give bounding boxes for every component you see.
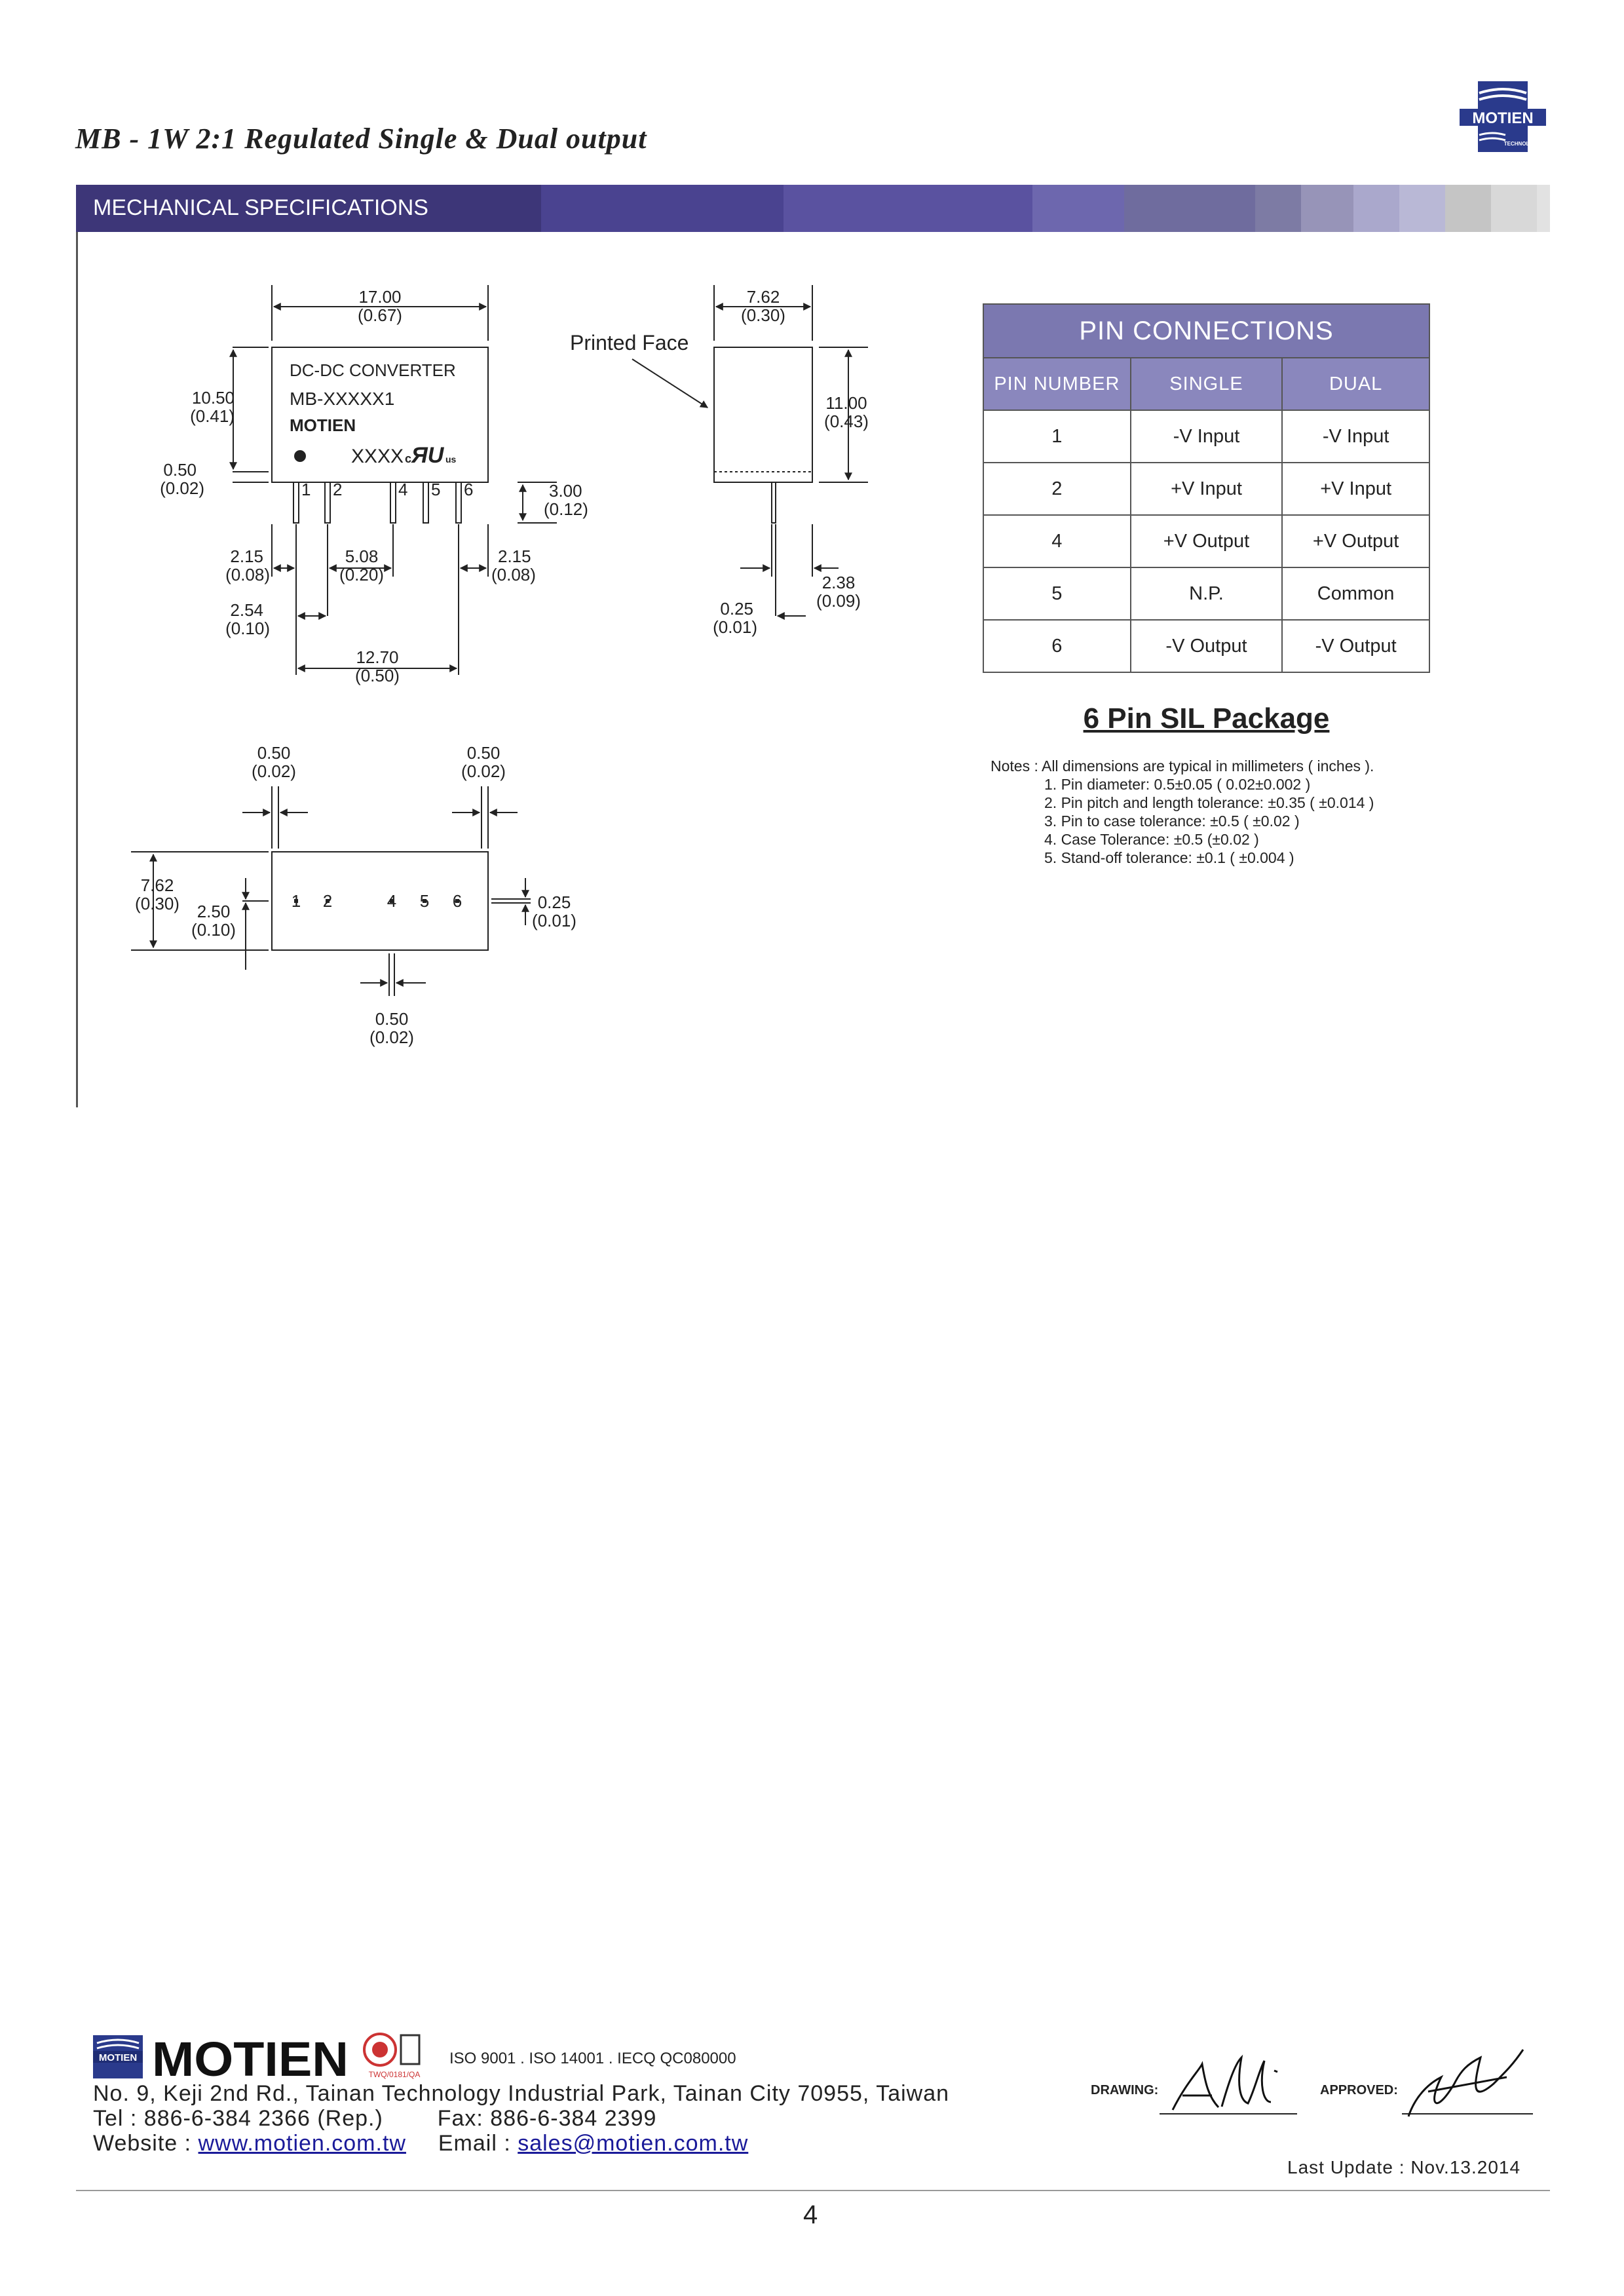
dim-12-70-in: (0.50) xyxy=(355,666,400,685)
note-item: 2. Pin pitch and length tolerance: ±0.35 ( ±0.014 ) xyxy=(1044,794,1374,811)
note-item: 3. Pin to case tolerance: ±0.5 ( ±0.02 ) xyxy=(1044,813,1300,830)
pin-connections-table xyxy=(983,303,1430,673)
pin-single: -V Output xyxy=(1131,620,1283,672)
note-item: 5. Stand-off tolerance: ±0.1 ( ±0.004 ) xyxy=(1044,849,1294,866)
dim-5-08: 5.08 xyxy=(345,546,379,566)
dim-12-70: 12.70 xyxy=(356,647,399,667)
bottom-row-in: (0.10) xyxy=(191,920,236,940)
header-dual: DUAL xyxy=(1282,358,1429,410)
bottom-pin-1: 1 xyxy=(291,891,301,911)
ul-mark-icon: ЯU xyxy=(411,443,444,468)
notes xyxy=(991,757,1374,867)
side-pin-1: 1 xyxy=(301,480,311,499)
dim-5-08-in: (0.20) xyxy=(339,565,384,584)
dim-width: 17.00 xyxy=(358,287,402,307)
bottom-pin-5: 5 xyxy=(419,891,430,911)
bottom-depth-in: (0.30) xyxy=(135,894,179,913)
bottom-pin-w-in: (0.02) xyxy=(369,1027,414,1047)
side-pin-5: 5 xyxy=(431,480,441,499)
svg-text:MOTIEN: MOTIEN xyxy=(98,2052,138,2063)
footer-divider xyxy=(76,2190,1550,2191)
signature-block xyxy=(1087,2044,1546,2123)
pin-dual: +V Output xyxy=(1282,515,1429,567)
dim-2-15-b: 2.15 xyxy=(498,546,531,566)
document-title: MB - 1W 2:1 Regulated Single & Dual output xyxy=(75,123,647,155)
label-brand: MOTIEN xyxy=(290,415,356,435)
label-converter: DC-DC CONVERTER xyxy=(290,360,456,380)
drawing-label: DRAWING: xyxy=(1091,2083,1159,2097)
pin-single: +V Output xyxy=(1131,515,1283,567)
dim-2-54-in: (0.10) xyxy=(225,619,270,638)
mechanical-drawing xyxy=(98,262,963,1088)
svg-text:TECHNOLOGY: TECHNOLOGY xyxy=(1503,141,1541,147)
bottom-pin-4: 4 xyxy=(387,891,397,911)
notes-intro: Notes : All dimensions are typical in millimeters ( inches ). xyxy=(991,757,1374,775)
note-item: 4. Case Tolerance: ±0.5 (±0.02 ) xyxy=(1044,831,1259,848)
bottom-right-in: (0.02) xyxy=(461,761,506,781)
tel: Tel : 886-6-384 2366 (Rep.) xyxy=(93,2106,383,2131)
bottom-left-in: (0.02) xyxy=(252,761,296,781)
side-pin-4: 4 xyxy=(398,480,408,499)
bottom-pin-2: 2 xyxy=(322,891,333,911)
end-height-in: (0.43) xyxy=(824,411,869,431)
dim-pin-length: 3.00 xyxy=(549,481,582,501)
table-row xyxy=(983,463,1429,515)
phone-line xyxy=(93,2106,949,2131)
pin-dual: -V Output xyxy=(1282,620,1429,672)
section-title: MECHANICAL SPECIFICATIONS xyxy=(93,195,428,220)
end-width-in: (0.30) xyxy=(741,305,785,325)
header-pin-number: PIN NUMBER xyxy=(983,358,1131,410)
end-pin-width-in: (0.01) xyxy=(713,617,757,637)
email-link[interactable]: sales@motien.com.tw xyxy=(518,2131,749,2156)
end-pin-offset-in: (0.09) xyxy=(816,591,861,611)
dim-width-in: (0.67) xyxy=(358,305,402,325)
bottom-row: 2.50 xyxy=(197,902,231,921)
pin-dual: +V Input xyxy=(1282,463,1429,515)
table-caption: PIN CONNECTIONS xyxy=(983,304,1429,358)
table-row xyxy=(983,620,1429,672)
svg-text:MOTIEN: MOTIEN xyxy=(1472,109,1534,127)
pin-dual: Common xyxy=(1282,567,1429,620)
certification-badge xyxy=(362,2030,427,2080)
company-address xyxy=(93,2081,949,2156)
approved-signature xyxy=(1408,2050,1523,2116)
dim-pin-length-in: (0.12) xyxy=(544,499,588,519)
pin-number: 1 xyxy=(983,410,1131,463)
end-pin-offset: 2.38 xyxy=(821,573,856,592)
ul-us: us xyxy=(445,454,457,465)
pin1-dot xyxy=(294,450,306,462)
dim-height-in: (0.41) xyxy=(190,406,235,426)
printed-face-label: Printed Face xyxy=(570,331,689,354)
dim-2-54: 2.54 xyxy=(230,600,263,620)
motien-logo xyxy=(1460,81,1546,152)
dim-standoff: 0.50 xyxy=(163,460,197,480)
pin-number: 2 xyxy=(983,463,1131,515)
web-line xyxy=(93,2131,949,2156)
dim-standoff-in: (0.02) xyxy=(160,478,204,498)
end-height: 11.00 xyxy=(825,393,867,413)
side-pin-6: 6 xyxy=(464,480,474,499)
pin-single: N.P. xyxy=(1131,567,1283,620)
side-pin-2: 2 xyxy=(333,480,343,499)
dim-2-15-a: 2.15 xyxy=(230,546,263,566)
email-label: Email : xyxy=(438,2131,518,2156)
drawing-signature xyxy=(1173,2057,1277,2110)
address-line: No. 9, Keji 2nd Rd., Tainan Technology Industrial Park, Tainan City 70955, Taiwan xyxy=(93,2081,950,2106)
pin-single: +V Input xyxy=(1131,463,1283,515)
end-pin-width: 0.25 xyxy=(720,599,753,619)
page-number: 4 xyxy=(803,2200,818,2229)
header-single: SINGLE xyxy=(1131,358,1283,410)
pin-number: 5 xyxy=(983,567,1131,620)
bottom-left: 0.50 xyxy=(257,743,291,763)
pin-dual: -V Input xyxy=(1282,410,1429,463)
pin-single: -V Input xyxy=(1131,410,1283,463)
bottom-pin-t-in: (0.01) xyxy=(532,911,576,930)
footer-brand: MOTIEN xyxy=(152,2032,349,2081)
package-title: 6 Pin SIL Package xyxy=(1083,702,1330,735)
bottom-right: 0.50 xyxy=(466,743,500,763)
bottom-pin-6: 6 xyxy=(452,891,463,911)
website-link[interactable]: www.motien.com.tw xyxy=(198,2131,406,2156)
pin-number: 4 xyxy=(983,515,1131,567)
website-label: Website : xyxy=(93,2131,198,2156)
bottom-pin-t: 0.25 xyxy=(537,892,571,912)
section-divider xyxy=(76,232,78,1107)
dim-2-15-a-in: (0.08) xyxy=(225,565,270,584)
label-code: XXXX xyxy=(351,446,404,467)
end-width: 7.62 xyxy=(746,287,780,307)
footer-logo xyxy=(93,2031,355,2081)
cert-code: TWQ/0181/QA xyxy=(368,2070,421,2079)
note-item: 1. Pin diameter: 0.5±0.05 ( 0.02±0.002 ) xyxy=(1044,776,1311,793)
label-model: MB-XXXXX1 xyxy=(290,389,395,409)
bottom-depth: 7.62 xyxy=(140,875,174,895)
dim-2-15-b-in: (0.08) xyxy=(491,565,536,584)
approved-label: APPROVED: xyxy=(1320,2083,1398,2097)
table-row xyxy=(983,410,1429,463)
iso-certifications: ISO 9001 . ISO 14001 . IECQ QC080000 xyxy=(449,2050,736,2067)
dim-height: 10.50 xyxy=(191,388,235,408)
ul-c: c xyxy=(405,452,412,465)
fax: Fax: 886-6-384 2399 xyxy=(437,2106,657,2131)
table-row xyxy=(983,567,1429,620)
last-update: Last Update : Nov.13.2014 xyxy=(1287,2157,1521,2177)
bottom-pin-w: 0.50 xyxy=(375,1009,409,1029)
table-row xyxy=(983,515,1429,567)
pin-number: 6 xyxy=(983,620,1131,672)
